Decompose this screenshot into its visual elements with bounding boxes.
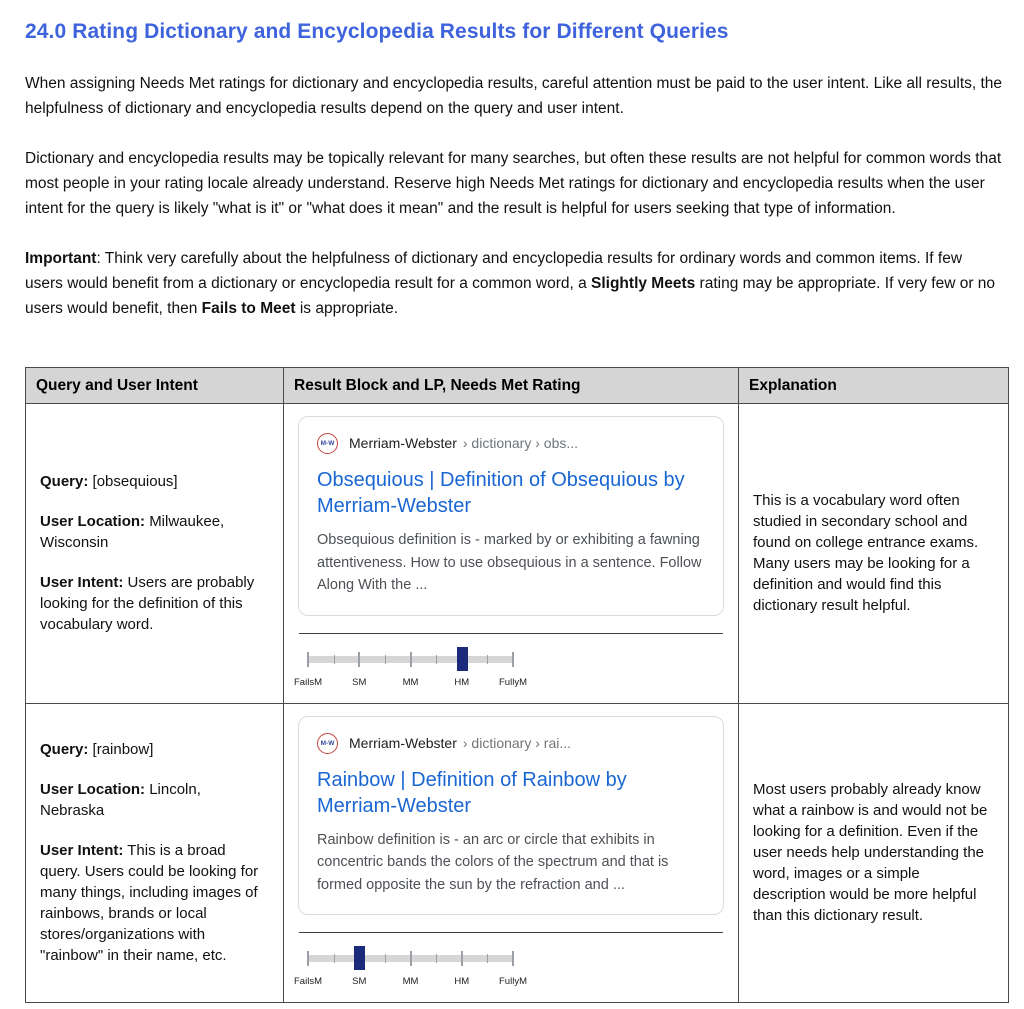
- explanation-text: Most users probably already know what a rainbow is and would not be looking for a definition. Even if the user needs help understanding the word, images or a simple description would be more helpful than this dictionary result.: [753, 781, 988, 925]
- slider-track[interactable]: [294, 656, 527, 688]
- rating-divider: [299, 633, 723, 634]
- result-header: [317, 433, 705, 454]
- slider-tick: [436, 954, 437, 963]
- result-cell: [284, 404, 739, 704]
- query-intent-cell: [26, 703, 284, 1003]
- slider-handle[interactable]: [457, 647, 468, 671]
- result-title-link[interactable]: Rainbow | Definition of Rainbow by Merriam-Webster: [317, 768, 627, 817]
- slider-label-hm: HM: [454, 676, 470, 688]
- rating-divider: [299, 932, 723, 933]
- result-snippet: Obsequious definition is - marked by or exhibiting a fawning attentiveness. How to use obsequious in a sentence. Follow Along With the ...: [317, 532, 702, 593]
- slider-tick: [358, 652, 360, 667]
- needs-met-slider: [294, 647, 724, 691]
- needs-met-slider: [294, 946, 724, 990]
- slider-tick: [307, 951, 309, 966]
- ratings-table: [25, 367, 1009, 1003]
- merriam-webster-favicon-icon: M-W: [317, 733, 338, 754]
- slider-label-fullym: FullyM: [499, 676, 527, 688]
- query-line: Query: [obsequious]: [40, 473, 178, 491]
- important-label: Important: [25, 250, 97, 267]
- slider-label-sm: SM: [352, 676, 367, 688]
- user-location-line: User Location: Lincoln, Nebraska: [40, 781, 201, 820]
- slider-label-failsm: FailsM: [294, 976, 322, 987]
- query-line: Query: [rainbow]: [40, 741, 154, 759]
- explanation-cell: [739, 703, 1009, 1003]
- site-name: Merriam-Webster: [349, 734, 457, 751]
- slider-tick: [487, 655, 488, 664]
- slider-tick: [334, 655, 335, 664]
- slider-track[interactable]: [294, 955, 527, 987]
- slider-label-failsm: FailsM: [294, 676, 322, 688]
- header-cell-result-rating: Result Block and LP, Needs Met Rating: [284, 368, 739, 404]
- slider-handle[interactable]: [354, 946, 365, 970]
- slider-tick: [410, 652, 412, 667]
- slider-label-mm: MM: [402, 676, 419, 688]
- result-snippet: Rainbow definition is - an arc or circle that exhibits in concentric bands the colors of the spectrum and that is formed opposite the sun by the refraction and ...: [317, 831, 669, 893]
- search-result-card: [298, 716, 724, 916]
- slider-label-sm: SM: [352, 976, 367, 987]
- header-cell-query-intent: Query and User Intent: [26, 368, 284, 404]
- explanation-text: This is a vocabulary word often studied in secondary school and found on college entrance exams. Many users may be looking for a definition and would find this dictionary result helpful.: [753, 492, 979, 615]
- result-title-link[interactable]: Obsequious | Definition of Obsequious by Merriam-Webster: [317, 469, 685, 517]
- explanation-cell: [739, 404, 1009, 704]
- slider-tick: [307, 652, 309, 667]
- table-row: [26, 703, 1009, 1003]
- fails-to-meet-emphasis: Fails to Meet: [201, 300, 296, 317]
- breadcrumb: › dictionary › obs...: [462, 435, 579, 451]
- site-name: Merriam-Webster: [349, 435, 457, 451]
- slider-tick: [461, 951, 463, 966]
- breadcrumb: › dictionary › rai...: [462, 734, 572, 751]
- slider-tick: [410, 951, 412, 966]
- header-cell-explanation: Explanation: [739, 368, 1009, 404]
- user-location-line: User Location: Milwaukee, Wisconsin: [40, 513, 225, 552]
- slider-tick: [512, 951, 514, 966]
- merriam-webster-favicon-icon: M-W: [317, 433, 338, 454]
- important-paragraph: Important: Think very carefully about the helpfulness of dictionary and encyclopedia results for ordinary words and common items. If few users would benefit from a dictionary or encyclopedia result for a common word, a Slightly Meets rating may be appropriate. If very few or no users would benefit, then Fails to Meet is appropriate.: [25, 250, 996, 317]
- section-heading: 24.0 Rating Dictionary and Encyclopedia Results for Different Queries: [25, 20, 729, 43]
- slider-tick: [385, 655, 386, 664]
- query-intent-cell: [26, 404, 284, 704]
- slider-tick: [436, 655, 437, 664]
- slider-label-mm: MM: [402, 976, 419, 987]
- slider-label-hm: HM: [454, 976, 470, 987]
- slider-tick: [334, 954, 335, 963]
- intro-paragraph-2: Dictionary and encyclopedia results may be topically relevant for many searches, but often these results are not helpful for common words that most people in your rating locale already understand. Reserve high Needs Met ratings for dictionary and encyclopedia results when the user intent for the query is likely "what is it" or "what does it mean" and the result is helpful for users seeking that type of information.: [25, 150, 1002, 217]
- slider-tick: [487, 954, 488, 963]
- slider-tick: [385, 954, 386, 963]
- result-cell: [284, 703, 739, 1003]
- search-result-card: [298, 416, 724, 616]
- result-header: [317, 733, 705, 754]
- slider-label-fullym: FullyM: [499, 976, 527, 987]
- table-row: [26, 404, 1009, 704]
- user-intent-line: User Intent: This is a broad query. Users could be looking for many things, including images of rainbows, brands or local stores/organizations with "rainbow" in their name, etc.: [40, 842, 259, 965]
- table-header-row: [26, 368, 1009, 404]
- slightly-meets-emphasis: Slightly Meets: [591, 275, 696, 292]
- intro-paragraph-1: When assigning Needs Met ratings for dictionary and encyclopedia results, careful attention must be paid to the user intent. Like all results, the helpfulness of dictionary and encyclopedia results depend on the query and user intent.: [25, 75, 1003, 117]
- slider-tick: [512, 652, 514, 667]
- user-intent-line: User Intent: Users are probably looking for the definition of this vocabulary word.: [40, 574, 255, 634]
